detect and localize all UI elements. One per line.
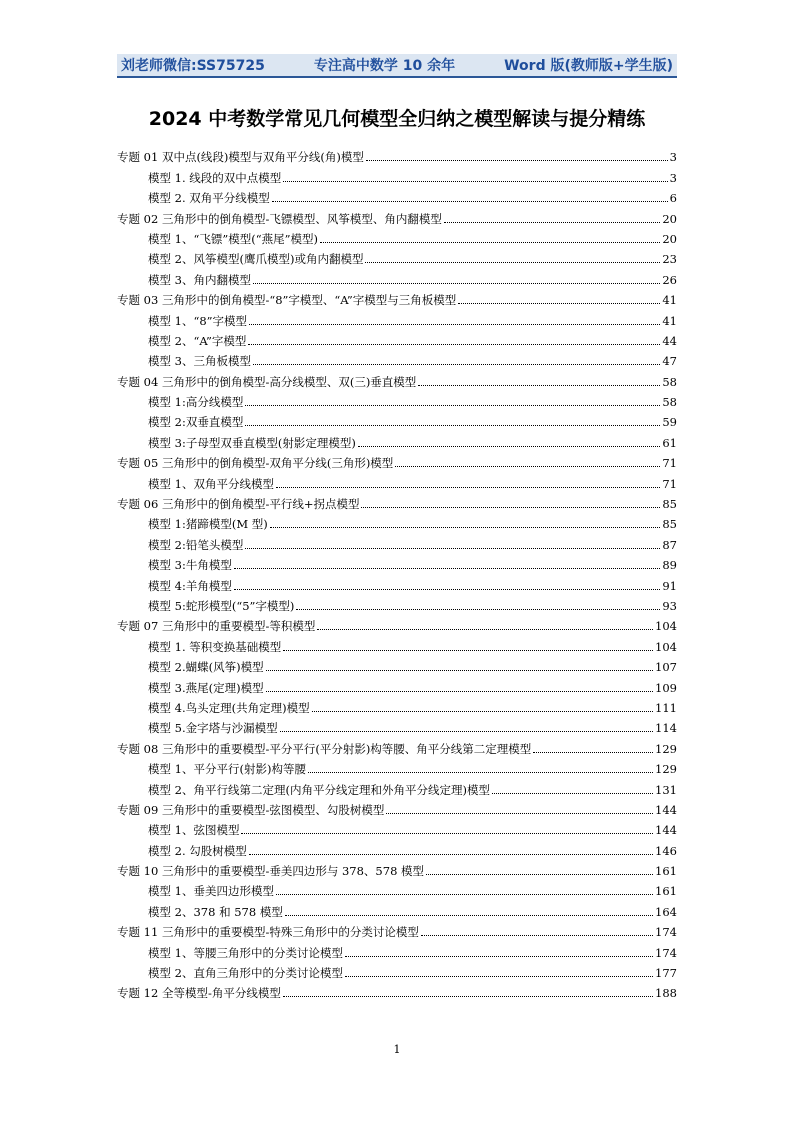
toc-leader-dots [345,956,653,957]
toc-leader-dots [366,160,668,161]
toc-chapter-entry[interactable] [117,205,677,225]
toc-entry-title: 专题 03 三角形中的倒角模型-“8”字模型、“A”字模型与三角板模型 [117,293,457,308]
toc-entry-title: 专题 10 三角形中的重要模型-垂美四边形与 378、578 模型 [117,864,425,879]
toc-section-entry[interactable] [117,409,677,429]
toc-leader-dots [248,344,660,345]
toc-entry-page: 47 [662,354,677,369]
toc-entry-title: 专题 05 三角形中的倒角模型-双角平分线(三角形)模型 [117,456,394,471]
toc-leader-dots [365,262,660,263]
banner-slogan: 专注高中数学 10 余年 [313,58,456,74]
toc-entry-page: 87 [662,537,677,552]
toc-entry-page: 144 [655,802,677,817]
toc-entry-page: 164 [655,904,677,919]
toc-leader-dots [276,487,660,488]
toc-entry-page: 107 [655,660,677,675]
toc-entry-title: 模型 2. 双角平分线模型 [148,191,270,206]
toc-entry-page: 114 [655,721,677,736]
toc-section-entry[interactable] [117,572,677,592]
toc-leader-dots [386,813,653,814]
toc-leader-dots [285,915,653,916]
toc-section-entry[interactable] [117,674,677,694]
toc-leader-dots [320,242,660,243]
toc-section-entry[interactable] [117,246,677,266]
toc-section-entry[interactable] [117,429,677,449]
toc-entry-title: 专题 01 双中点(线段)模型与双角平分线(角)模型 [117,150,364,165]
toc-entry-page: 174 [655,945,677,960]
toc-entry-page: 44 [662,333,677,348]
toc-entry-title: 专题 08 三角形中的重要模型-平分平行(平分射影)构等腰、角平分线第二定理模型 [117,741,532,756]
toc-entry-title: 模型 1、双角平分线模型 [148,476,274,491]
toc-section-entry[interactable] [117,939,677,959]
toc-entry-page: 129 [655,741,677,756]
toc-leader-dots [345,976,653,977]
toc-entry-page: 129 [655,762,677,777]
toc-entry-title: 模型 3:牛角模型 [148,558,232,573]
toc-entry-page: 188 [655,986,677,1001]
toc-section-entry[interactable] [117,756,677,776]
toc-entry-page: 161 [655,864,677,879]
toc-entry-page: 58 [662,374,677,389]
toc-leader-dots [253,364,660,365]
toc-entry-page: 23 [662,252,677,267]
toc-section-entry[interactable] [117,878,677,898]
toc-leader-dots [418,385,660,386]
toc-entry-title: 模型 2:双垂直模型 [148,415,244,430]
toc-section-entry[interactable] [117,837,677,857]
toc-section-entry[interactable] [117,185,677,205]
toc-section-entry[interactable] [117,654,677,674]
toc-section-entry[interactable] [117,226,677,246]
toc-leader-dots [458,303,660,304]
toc-section-entry[interactable] [117,817,677,837]
toc-chapter-entry[interactable] [117,919,677,939]
toc-leader-dots [395,466,660,467]
toc-leader-dots [245,548,660,549]
toc-entry-page: 58 [662,395,677,410]
toc-entry-title: 模型 1. 线段的双中点模型 [148,170,282,185]
toc-entry-title: 模型 2. 勾股树模型 [148,843,247,858]
toc-chapter-entry[interactable] [117,491,677,511]
toc-entry-title: 模型 2:铅笔头模型 [148,537,244,552]
toc-entry-title: 模型 1、垂美四边形模型 [148,884,274,899]
toc-leader-dots [280,731,653,732]
toc-section-entry[interactable] [117,776,677,796]
toc-entry-page: 104 [655,639,677,654]
toc-entry-title: 模型 5.金字塔与沙漏模型 [148,721,278,736]
toc-leader-dots [270,527,661,528]
toc-leader-dots [249,324,660,325]
toc-section-entry[interactable] [117,898,677,918]
toc-entry-page: 71 [662,476,677,491]
toc-entry-title: 专题 02 三角形中的倒角模型-飞镖模型、风筝模型、角内翻模型 [117,211,442,226]
document-title: 2024 中考数学常见几何模型全归纳之模型解读与提分精练 [148,108,646,130]
toc-entry-page: 85 [662,497,677,512]
toc-entry-title: 模型 2、“A”字模型 [148,333,247,348]
toc-leader-dots [249,854,653,855]
toc-section-entry[interactable] [117,593,677,613]
toc-section-entry[interactable] [117,307,677,327]
toc-leader-dots [296,609,660,610]
toc-entry-page: 41 [662,293,677,308]
toc-entry-page: 3 [669,170,677,185]
toc-leader-dots [245,425,660,426]
toc-leader-dots [358,446,661,447]
toc-section-entry[interactable] [117,531,677,551]
toc-chapter-entry[interactable] [117,287,677,307]
toc-section-entry[interactable] [117,328,677,348]
toc-entry-title: 模型 3、三角板模型 [148,354,251,369]
toc-leader-dots [276,894,653,895]
toc-leader-dots [533,752,653,753]
toc-entry-page: 174 [655,925,677,940]
toc-leader-dots [444,222,661,223]
toc-entry-page: 20 [662,231,677,246]
toc-entry-title: 专题 04 三角形中的倒角模型-高分线模型、双(三)垂直模型 [117,374,417,389]
toc-entry-page: 85 [662,517,677,532]
toc-entry-title: 模型 2、风筝模型(鹰爪模型)或角内翻模型 [148,252,364,267]
toc-chapter-entry[interactable] [117,735,677,755]
toc-chapter-entry[interactable] [117,613,677,633]
toc-section-entry[interactable] [117,266,677,286]
toc-leader-dots [308,772,653,773]
toc-chapter-entry[interactable] [117,980,677,1000]
page-number: 1 [393,1043,401,1056]
toc-entry-page: 59 [662,415,677,430]
toc-entry-page: 6 [669,191,677,206]
toc-chapter-entry[interactable] [117,797,677,817]
toc-section-entry[interactable] [117,715,677,735]
toc-entry-title: 专题 07 三角形中的重要模型-等积模型 [117,619,316,634]
toc-entry-page: 177 [655,966,677,981]
toc-chapter-entry[interactable] [117,368,677,388]
toc-entry-title: 模型 1. 等积变换基础模型 [148,639,282,654]
toc-entry-title: 模型 1、“8”字模型 [148,313,248,328]
toc-entry-title: 模型 1:高分线模型 [148,395,244,410]
toc-entry-page: 104 [655,619,677,634]
toc-leader-dots [312,711,653,712]
toc-section-entry[interactable] [117,552,677,572]
toc-leader-dots [361,507,660,508]
toc-entry-page: 61 [662,435,677,450]
toc-section-entry[interactable] [117,633,677,653]
toc-leader-dots [234,589,661,590]
toc-leader-dots [272,201,668,202]
toc-entry-title: 专题 06 三角形中的倒角模型-平行线+拐点模型 [117,497,360,512]
toc-entry-page: 161 [655,884,677,899]
toc-entry-title: 模型 1、平分平行(射影)构等腰 [148,762,306,777]
toc-entry-title: 专题 09 三角形中的重要模型-弦图模型、勾股树模型 [117,802,385,817]
toc-section-entry[interactable] [117,470,677,490]
toc-leader-dots [253,283,660,284]
toc-entry-page: 3 [669,150,677,165]
toc-leader-dots [283,650,653,651]
toc-entry-page: 71 [662,456,677,471]
toc-entry-title: 模型 4:羊角模型 [148,578,232,593]
toc-entry-title: 专题 11 三角形中的重要模型-特殊三角形中的分类讨论模型 [117,925,419,940]
toc-entry-page: 109 [655,680,677,695]
toc-leader-dots [421,935,653,936]
toc-entry-title: 模型 2.蝴蝶(风筝)模型 [148,660,264,675]
toc-entry-title: 模型 5:蛇形模型(“5”字模型) [148,598,295,613]
toc-entry-title: 模型 1、弦图模型 [148,823,240,838]
toc-section-entry[interactable] [117,511,677,531]
toc-entry-page: 146 [655,843,677,858]
toc-entry-page: 131 [655,782,677,797]
toc-leader-dots [245,405,660,406]
toc-leader-dots [283,996,653,997]
banner-contact: 刘老师微信:SS75725 [121,58,265,74]
banner-version: Word 版(教师版+学生版) [504,58,673,74]
toc-entry-title: 模型 2、角平行线第二定理(内角平分线定理和外角平分线定理)模型 [148,782,490,797]
toc-entry-title: 模型 3:子母型双垂直模型(射影定理模型) [148,435,356,450]
toc-entry-page: 41 [662,313,677,328]
toc-entry-title: 专题 12 全等模型-角平分线模型 [117,986,281,1001]
toc-entry-title: 模型 1、等腰三角形中的分类讨论模型 [148,945,343,960]
toc-entry-title: 模型 1、“飞镖”模型(“燕尾”模型) [148,231,318,246]
toc-entry-page: 20 [662,211,677,226]
toc-section-entry[interactable] [117,960,677,980]
toc-leader-dots [492,793,653,794]
toc-entry-page: 91 [662,578,677,593]
toc-leader-dots [283,181,667,182]
toc-entry-title: 模型 2、378 和 578 模型 [148,904,283,919]
toc-entry-page: 93 [662,598,677,613]
header-banner [117,54,677,78]
toc-chapter-entry[interactable] [117,450,677,470]
toc-entry-title: 模型 1:猪蹄模型(M 型) [148,517,268,532]
toc-entry-page: 26 [662,272,677,287]
toc-chapter-entry[interactable] [117,858,677,878]
toc-entry-page: 144 [655,823,677,838]
toc-leader-dots [234,568,661,569]
toc-leader-dots [426,874,653,875]
table-of-contents [117,144,677,1000]
toc-leader-dots [317,629,653,630]
toc-leader-dots [266,670,653,671]
toc-chapter-entry[interactable] [117,144,677,164]
toc-entry-title: 模型 3、角内翻模型 [148,272,251,287]
toc-entry-page: 111 [655,700,677,715]
toc-leader-dots [241,833,653,834]
toc-section-entry[interactable] [117,164,677,184]
toc-leader-dots [266,691,653,692]
toc-entry-title: 模型 2、直角三角形中的分类讨论模型 [148,966,343,981]
toc-section-entry[interactable] [117,389,677,409]
toc-entry-title: 模型 3.燕尾(定理)模型 [148,680,264,695]
toc-entry-title: 模型 4.鸟头定理(共角定理)模型 [148,700,310,715]
toc-section-entry[interactable] [117,348,677,368]
toc-section-entry[interactable] [117,695,677,715]
toc-entry-page: 89 [662,558,677,573]
